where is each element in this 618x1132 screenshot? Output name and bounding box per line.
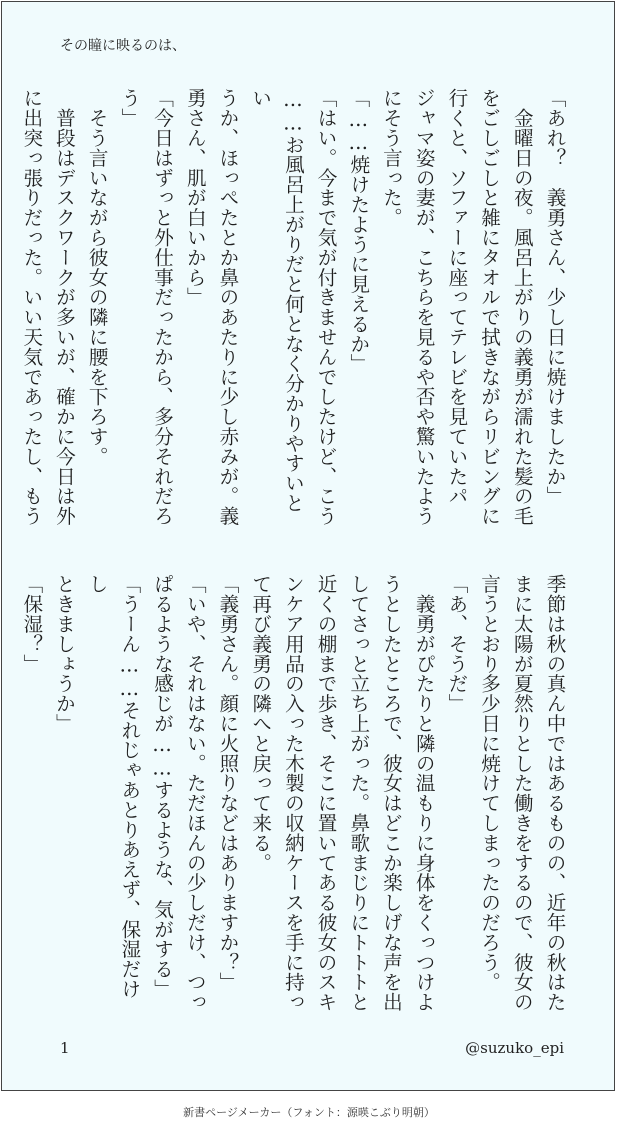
- text-line: ンケア用品の入った木製の収納ケースを手に持っ: [281, 574, 305, 1012]
- text-line: 言うとおり多少日に焼けてしまったのだろう。: [477, 574, 501, 992]
- text-line: 「義勇さん。顔に火照りなどはありますか？」: [215, 574, 239, 992]
- text-line: まに太陽が夏然りとした働きをするので、彼女の: [510, 574, 534, 1012]
- text-line: 「あれ？ 義勇さん、少し日に焼けましたか」: [543, 88, 566, 506]
- text-line: 行くと、ソファーに座ってテレビを見ていたパ: [444, 88, 468, 506]
- text-line: 「保湿？」: [19, 574, 43, 674]
- text-block-lower: [19, 574, 570, 1014]
- text-line: 「あ、そうだ」: [444, 574, 468, 714]
- text-line: 「はい。今まで気が付きませんでしたけど、こう: [314, 88, 338, 526]
- text-line: 「いや、それはない。ただほんの少しだけ、つっ: [183, 574, 207, 1012]
- text-line: にそう言った。: [379, 88, 403, 228]
- author-handle: @suzuko_epi: [465, 1039, 564, 1057]
- text-line: 近くの棚まで歩き、そこに置いてある彼女のスキ: [314, 574, 338, 1012]
- text-line: うとしたところで、彼女はどこか楽しげな声を出: [379, 574, 403, 1012]
- text-line: ……お風呂上がりだと何となく分かりやすいとい: [248, 88, 305, 513]
- text-line: 季節は秋の真ん中ではあるものの、近年の秋はた: [543, 574, 566, 1012]
- text-line: 勇さん、肌が白いから」: [183, 88, 207, 307]
- text-line: 「うーん……それじゃあとりあえず、保湿だけし: [85, 574, 141, 999]
- footer-credit: 新書ページメーカー（フォント：源暎こぶり明朝）: [183, 1106, 435, 1119]
- text-line: 義勇がぴたりと隣の温もりに身体をくっつけよ: [412, 574, 436, 1012]
- novel-page: [1, 1, 615, 1091]
- text-line: 金曜日の夜。風呂上がりの義勇が濡れた髪の毛: [510, 88, 534, 526]
- text-line: 「……焼けたように見えるか」: [346, 88, 370, 374]
- text-block-upper: [19, 88, 570, 528]
- text-line: ジャマ姿の妻が、こちらを見るや否や驚いたよう: [412, 88, 436, 526]
- text-line: してさっと立ち上がった。鼻歌まじりにトトトと: [346, 574, 370, 1012]
- text-line: 普段はデスクワークが多いが、確かに今日は外: [52, 88, 76, 526]
- text-line: う」: [117, 88, 141, 128]
- text-line: そう言いながら彼女の隣に腰を下ろす。: [85, 88, 109, 467]
- text-line: をごしごしと雑にタオルで拭きながらリビングに: [477, 88, 501, 526]
- text-line: 「今日はずっと外仕事だったから、多分それだろ: [150, 88, 174, 526]
- text-line: うか、ほっぺたとか鼻のあたりに少し赤みが。義: [215, 88, 239, 526]
- page-number: 1: [60, 1039, 70, 1057]
- page-title: その瞳に映るのは、: [60, 38, 186, 54]
- text-line: て再び義勇の隣へと戻って来る。: [248, 574, 272, 873]
- text-line: ぱるような感じが……するような、気がする」: [150, 574, 174, 999]
- text-line: に出突っ張りだった。いい天気であったし、もう: [19, 88, 43, 526]
- text-line: ときましょうか」: [52, 574, 76, 734]
